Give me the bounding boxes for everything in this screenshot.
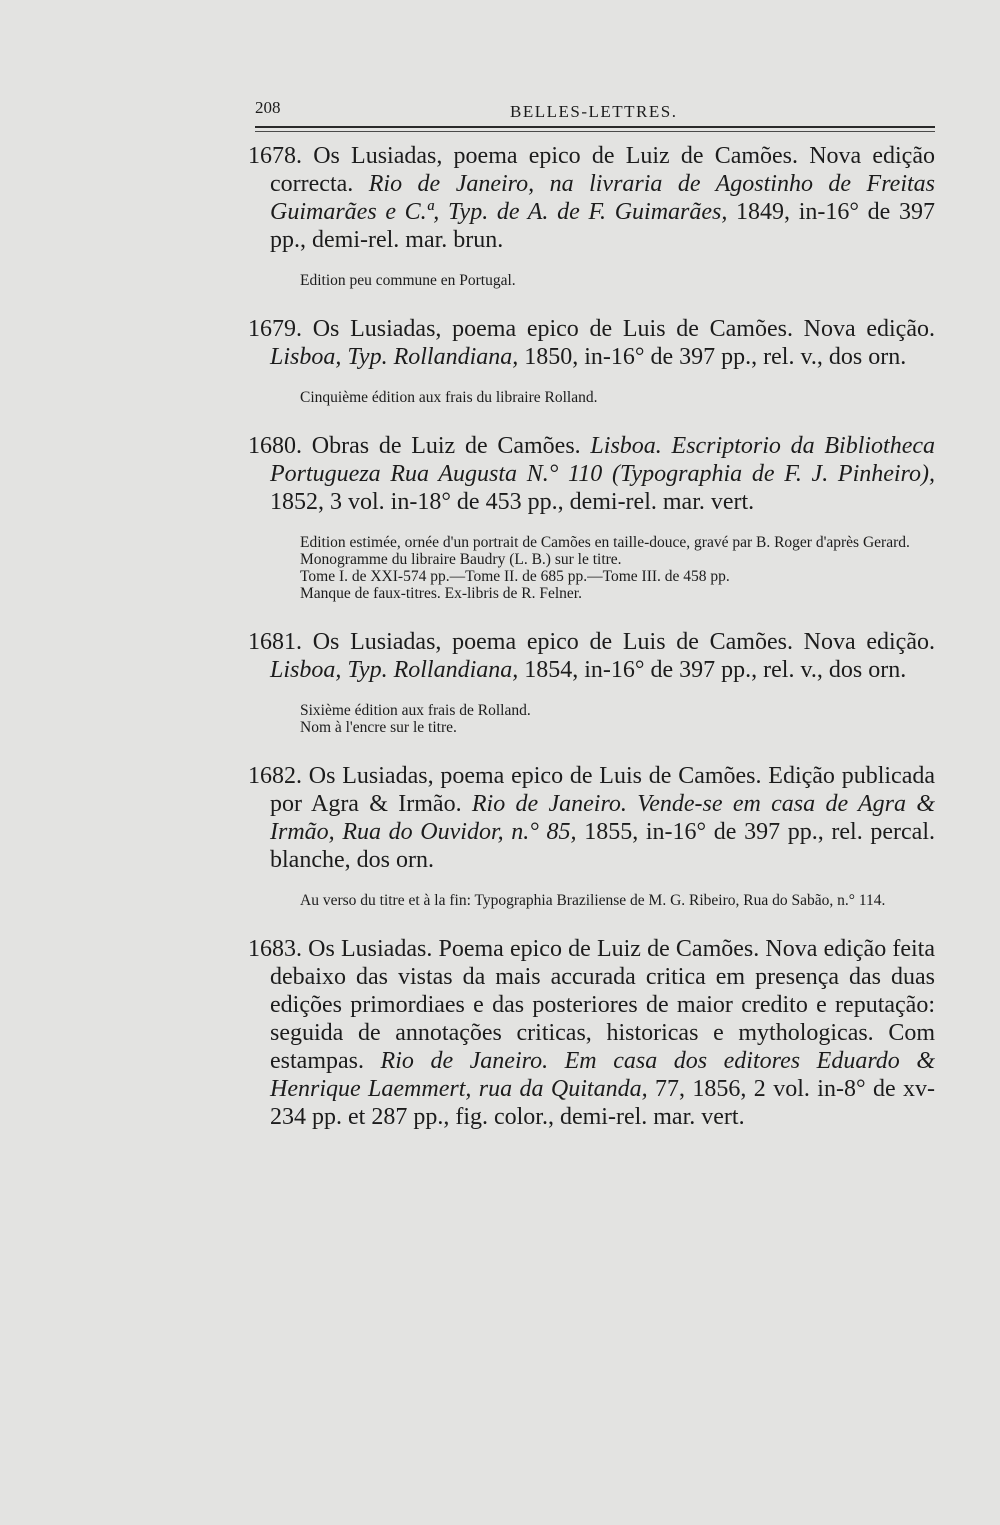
catalog-entry bbox=[248, 142, 935, 289]
catalog-entry bbox=[248, 432, 935, 602]
entry-collation: 1849, in-16° de 397 pp., demi-rel. mar. brun. bbox=[270, 199, 935, 253]
entry-note bbox=[300, 389, 935, 406]
note-line: Cinquième édition aux frais du libraire Rolland. bbox=[300, 389, 598, 406]
entry-note bbox=[300, 892, 935, 909]
entry-number: 1682. bbox=[248, 763, 302, 789]
entry-text bbox=[248, 432, 935, 516]
entry-number: 1683. bbox=[248, 936, 302, 962]
entry-number: 1679. bbox=[248, 316, 302, 342]
entry-imprint: Rio de Janeiro. Vende-se em casa de Agra & Irmão, Rua do Ouvidor, n.° 85, bbox=[270, 791, 935, 845]
header-rule bbox=[255, 126, 935, 128]
note-line: Au verso du titre et à la fin: Typographia Braziliense de M. G. Ribeiro, Rua do Sabão, n.° 114. bbox=[300, 892, 886, 909]
entry-number: 1681. bbox=[248, 629, 302, 655]
catalog-entry bbox=[248, 628, 935, 736]
entry-body: Obras de Luiz de Camões. bbox=[311, 433, 591, 459]
note-line: Manque de faux-titres. Ex-libris de R. Felner. bbox=[300, 585, 582, 602]
note-line: Sixième édition aux frais de Rolland. bbox=[300, 702, 531, 719]
entry-text bbox=[248, 142, 935, 254]
catalog-entries bbox=[248, 142, 936, 1157]
entry-collation: 1852, 3 vol. in-18° de 453 pp., demi-rel. mar. vert. bbox=[270, 489, 755, 515]
entry-imprint: Lisboa, Typ. Rollandiana, bbox=[270, 344, 519, 370]
entry-imprint: Lisboa. Escriptorio da Bibliotheca Portugueza Rua Augusta N.° 110 (Typographia de F. J. Pinheiro), bbox=[270, 433, 935, 487]
entry-number: 1680. bbox=[248, 433, 302, 459]
entry-body: Os Lusiadas, poema epico de Luis de Camões. Nova edição. bbox=[312, 316, 935, 342]
entry-note bbox=[300, 534, 935, 602]
running-title: BELLES-LETTRES. bbox=[510, 102, 678, 121]
entry-text bbox=[248, 315, 935, 371]
catalog-entry bbox=[248, 762, 936, 909]
entry-body: Os Lusiadas. Poema epico de Luiz de Camões. Nova edição feita debaixo das vistas da mais accurada critica em presença das duas edições primordiaes e das posteriores de maior credito e reputação: seguida de annotações criticas, historicas e mythologicas. Com estampas. bbox=[270, 936, 936, 1074]
note-line: Nom à l'encre sur le titre. bbox=[300, 719, 457, 736]
entry-collation: 77, 1856, 2 vol. in-8° de xv-234 pp. et 287 pp., fig. color., demi-rel. mar. vert. bbox=[270, 1076, 935, 1130]
entry-text bbox=[248, 935, 936, 1131]
entry-imprint: Rio de Janeiro, na livraria de Agostinho de Freitas Guimarães e C.ª, Typ. de A. de F. Guimarães, bbox=[270, 171, 935, 225]
entry-note bbox=[300, 702, 935, 736]
entry-text bbox=[248, 628, 935, 684]
entry-note bbox=[300, 272, 935, 289]
catalog-entry bbox=[248, 935, 936, 1131]
entry-text bbox=[248, 762, 936, 874]
header-rule-thin bbox=[255, 131, 935, 132]
entry-collation: 1850, in-16° de 397 pp., rel. v., dos orn. bbox=[518, 344, 907, 370]
entry-body: Os Lusiadas, poema epico de Luiz de Camões. Nova edição correcta. bbox=[270, 143, 935, 197]
entry-number: 1678. bbox=[248, 143, 302, 169]
note-line: Tome I. de XXI-574 pp.—Tome II. de 685 pp.—Tome III. de 458 pp. bbox=[300, 568, 730, 585]
page-header bbox=[255, 98, 935, 128]
entry-collation: 1854, in-16° de 397 pp., rel. v., dos orn. bbox=[518, 657, 907, 683]
entry-imprint: Lisboa, Typ. Rollandiana, bbox=[270, 657, 519, 683]
entry-body: Os Lusiadas, poema epico de Luis de Camões. Edição publicada por Agra & Irmão. bbox=[270, 763, 936, 817]
catalog-entry bbox=[248, 315, 935, 406]
entry-body: Os Lusiadas, poema epico de Luis de Camões. Nova edição. bbox=[312, 629, 935, 655]
page-number: 208 bbox=[255, 98, 281, 117]
note-line: Edition estimée, ornée d'un portrait de Camões en taille-douce, gravé par B. Roger d'après Gerard. Monogramme du libraire Baudry (L. B.) sur le titre. bbox=[300, 534, 910, 568]
note-line: Edition peu commune en Portugal. bbox=[300, 272, 516, 289]
entry-collation: 1855, in-16° de 397 pp., rel. percal. blanche, dos orn. bbox=[270, 819, 935, 873]
entry-imprint: Rio de Janeiro. Em casa dos editores Eduardo & Henrique Laemmert, rua da Quitanda, bbox=[270, 1048, 935, 1102]
